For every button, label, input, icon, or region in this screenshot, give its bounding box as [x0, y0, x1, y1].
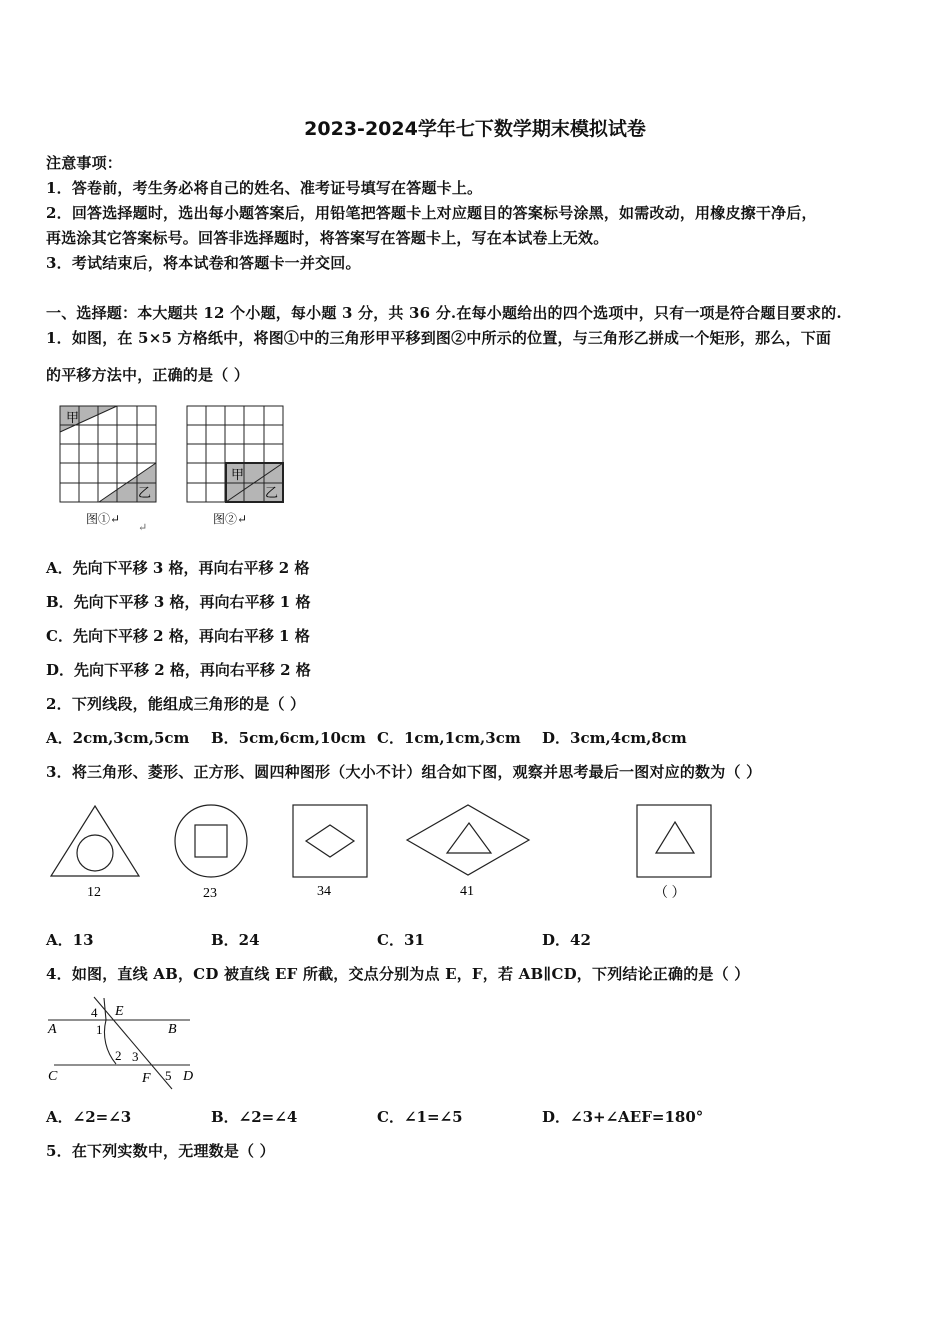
- q3-option-b[interactable]: B．24: [211, 931, 260, 949]
- label-yi: 乙: [138, 486, 152, 501]
- q3-option-d[interactable]: D．42: [542, 931, 591, 949]
- return-mark: ↵: [138, 521, 148, 534]
- q2-option-b[interactable]: B．5cm,6cm,10cm: [211, 729, 366, 747]
- fig1-caption: 图①↵: [86, 512, 121, 526]
- angle-1: 1: [96, 1022, 103, 1037]
- label-yi: 乙: [265, 486, 279, 501]
- notice-item: 3．考试结束后，将本试卷和答题卡一并交回。: [46, 254, 361, 272]
- q3-option-a[interactable]: A．13: [46, 931, 94, 949]
- q3-stem: 3．将三角形、菱形、正方形、圆四种图形（大小不计）组合如下图，观察并思考最后一图对应的数为（ ）: [46, 763, 762, 781]
- q4-option-d[interactable]: D．∠3+∠AEF=180°: [542, 1108, 704, 1126]
- q2-option-c[interactable]: C．1cm,1cm,3cm: [377, 729, 521, 747]
- q4-option-c[interactable]: C．∠1=∠5: [377, 1108, 463, 1126]
- q1-option-b[interactable]: B．先向下平移 3 格，再向右平移 1 格: [46, 593, 311, 611]
- q1-figure-2: [187, 406, 287, 506]
- angle-4: 4: [91, 1005, 98, 1020]
- q4-stem: 4．如图，直线 AB，CD 被直线 EF 所截，交点分别为点 E，F，若 AB∥CD，下列结论正确的是（ ）: [46, 965, 750, 983]
- fig-label: 12: [87, 885, 101, 900]
- fig-square-rhombus: [293, 805, 367, 877]
- label-e: E: [115, 1004, 124, 1019]
- q1-figure-1: [60, 406, 160, 506]
- q1-option-a[interactable]: A．先向下平移 3 格，再向右平移 2 格: [46, 559, 310, 577]
- label-jia: 甲: [66, 411, 80, 426]
- section-heading: 一、选择题：本大题共 12 个小题，每小题 3 分，共 36 分.在每小题给出的四个选项中，只有一项是符合题目要求的.: [46, 304, 842, 322]
- fig-label: 23: [203, 886, 217, 901]
- label-b: B: [168, 1022, 177, 1037]
- q4-option-a[interactable]: A．∠2=∠3: [46, 1108, 132, 1126]
- q3-figures: [40, 796, 740, 906]
- q2-option-d[interactable]: D．3cm,4cm,8cm: [542, 729, 687, 747]
- fig-label: （ ）: [654, 886, 686, 901]
- notice-item: 1．答卷前，考生务必将自己的姓名、准考证号填写在答题卡上。: [46, 179, 483, 197]
- label-a: A: [48, 1022, 57, 1037]
- fig-rhombus-triangle: [407, 805, 529, 875]
- angle-2: 2: [115, 1048, 122, 1063]
- notice-item: 再选涂其它答案标号。回答非选择题时，将答案写在答题卡上，写在本试卷上无效。: [46, 229, 609, 247]
- notice-heading: 注意事项：: [46, 154, 123, 172]
- fig-square-triangle: [637, 805, 711, 877]
- angle-5: 5: [165, 1068, 172, 1083]
- label-d: D: [183, 1069, 194, 1084]
- q1-option-c[interactable]: C．先向下平移 2 格，再向右平移 1 格: [46, 627, 310, 645]
- fig2-caption: 图②↵: [213, 512, 248, 526]
- label-jia: 甲: [231, 468, 245, 483]
- q3-option-c[interactable]: C．31: [377, 931, 425, 949]
- q1-stem: 1．如图，在 5×5 方格纸中，将图①中的三角形甲平移到图②中所示的位置，与三角形乙拼成一个矩形，那么，下面: [46, 329, 832, 347]
- angle-3: 3: [132, 1049, 139, 1064]
- q4-figure: [44, 994, 204, 1094]
- q1-option-d[interactable]: D．先向下平移 2 格，再向右平移 2 格: [46, 661, 311, 679]
- q5-stem: 5．在下列实数中，无理数是（ ）: [46, 1142, 275, 1160]
- notice-item: 2．回答选择题时，选出每小题答案后，用铅笔把答题卡上对应题目的答案标号涂黑，如需改动，用橡皮擦干净后，: [46, 204, 817, 222]
- q4-option-b[interactable]: B．∠2=∠4: [211, 1108, 298, 1126]
- fig-circle-square: [175, 805, 247, 877]
- fig-label: 34: [317, 884, 331, 899]
- page-title: 2023-2024学年七下数学期末模拟试卷: [304, 118, 646, 140]
- fig-triangle-circle: [51, 806, 139, 876]
- label-f: F: [142, 1071, 151, 1086]
- fig-label: 41: [460, 884, 474, 899]
- q1-stem: 的平移方法中，正确的是（ ）: [46, 366, 250, 384]
- q2-option-a[interactable]: A．2cm,3cm,5cm: [46, 729, 190, 747]
- label-c: C: [48, 1069, 58, 1084]
- q2-stem: 2．下列线段，能组成三角形的是（ ）: [46, 695, 306, 713]
